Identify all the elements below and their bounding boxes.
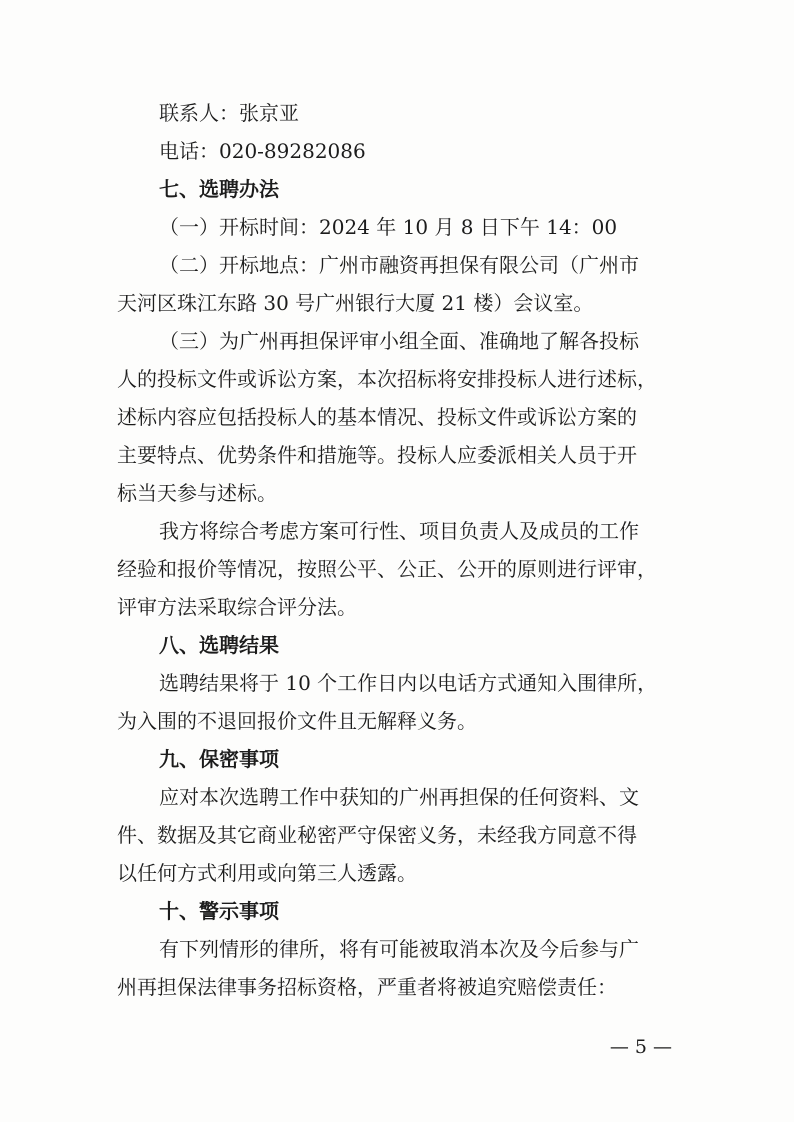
section-8-line-2: 为入围的不退回报价文件且无解释义务。	[117, 709, 477, 733]
section-7-paragraph-line-3: 评审方法采取综合评分法。	[117, 595, 357, 619]
section-7-item-2-line-2: 天河区珠江东路 30 号广州银行大厦 21 楼）会议室。	[117, 291, 594, 315]
section-7-item-3-line-4: 主要特点、优势条件和措施等。投标人应委派相关人员于开	[117, 443, 637, 467]
section-7-paragraph-line-1: 我方将综合考虑方案可行性、项目负责人及成员的工作	[159, 519, 639, 543]
section-10-line-2: 州再担保法律事务招标资格，严重者将被追究赔偿责任：	[117, 975, 617, 999]
contact-phone: 电话：020-89282086	[159, 139, 366, 163]
section-9-line-2: 件、数据及其它商业秘密严守保密义务，未经我方同意不得	[117, 823, 637, 847]
section-8-heading: 八、选聘结果	[159, 633, 279, 657]
section-7-item-3-line-3: 述标内容应包括投标人的基本情况、投标文件或诉讼方案的	[117, 405, 637, 429]
section-9-line-1: 应对本次选聘工作中获知的广州再担保的任何资料、文	[159, 785, 639, 809]
contact-person: 联系人：张京亚	[159, 101, 299, 125]
document-body	[117, 94, 677, 1006]
section-9-heading: 九、保密事项	[159, 747, 279, 771]
section-7-heading: 七、选聘办法	[159, 177, 279, 201]
section-7-item-2-line-1: （二）开标地点：广州市融资再担保有限公司（广州市	[159, 253, 639, 277]
section-9-line-3: 以任何方式利用或向第三人透露。	[117, 861, 417, 885]
section-10-heading: 十、警示事项	[159, 899, 279, 923]
section-7-item-1: （一）开标时间：2024 年 10 月 8 日下午 14：00	[159, 215, 618, 239]
section-7-paragraph-line-2: 经验和报价等情况，按照公平、公正、公开的原则进行评审，	[117, 557, 657, 581]
section-8-line-1: 选聘结果将于 10 个工作日内以电话方式通知入围律所，	[159, 671, 658, 695]
page-number: — 5 —	[609, 1036, 672, 1058]
section-7-item-3-line-1: （三）为广州再担保评审小组全面、准确地了解各投标	[159, 329, 639, 353]
section-10-line-1: 有下列情形的律所，将有可能被取消本次及今后参与广	[159, 937, 639, 961]
section-7-item-3-line-5: 标当天参与述标。	[117, 481, 277, 505]
section-7-item-3-line-2: 人的投标文件或诉讼方案，本次招标将安排投标人进行述标，	[117, 367, 657, 391]
